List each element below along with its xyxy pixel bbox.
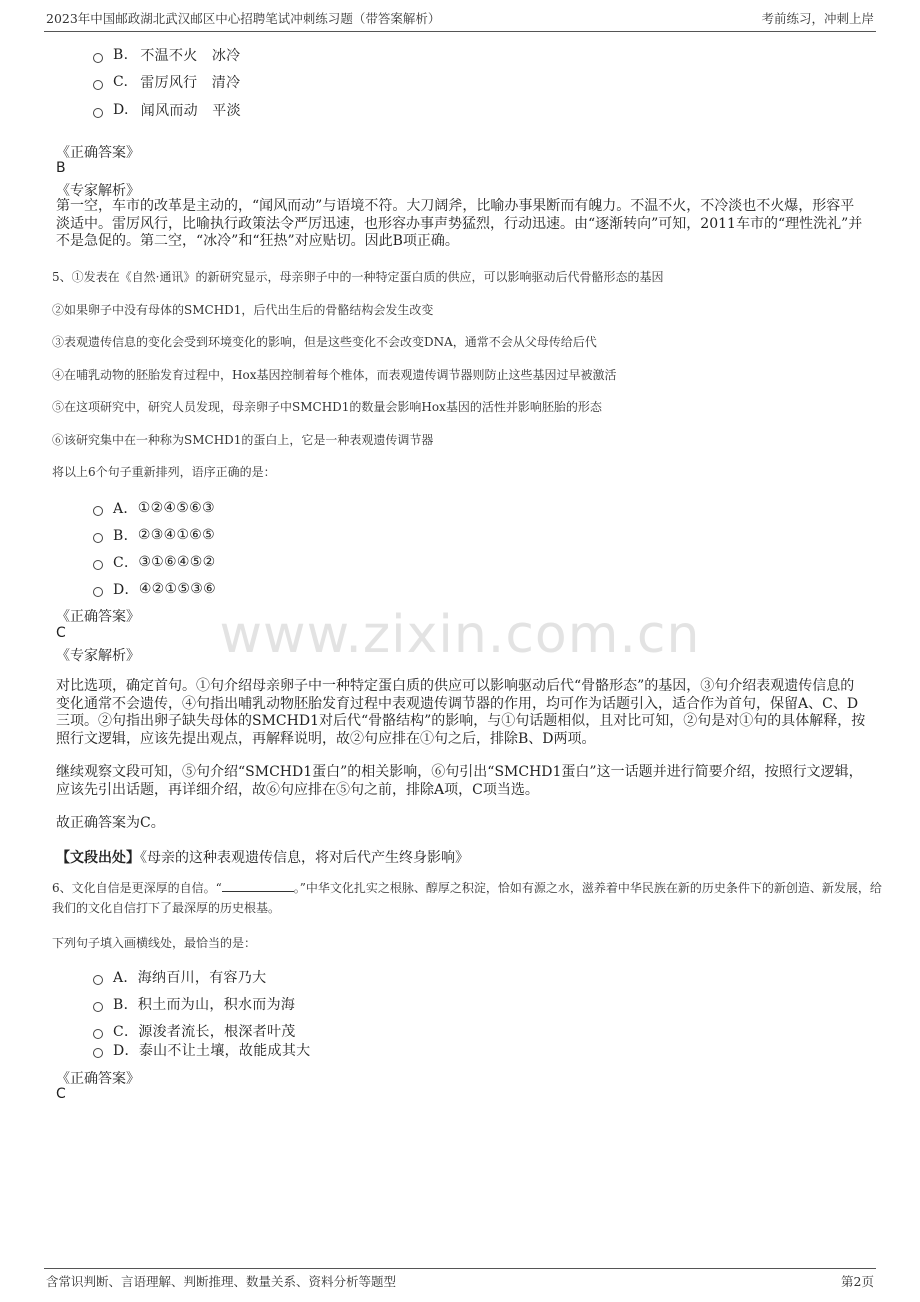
q6-stem (52, 878, 882, 918)
q5-option-b[interactable] (93, 525, 215, 545)
q5-analysis-heading: 《专家解析》 (56, 648, 140, 664)
q5-prompt: 将以上6个句子重新排列，语序正确的是： (52, 465, 276, 479)
radio-icon[interactable] (93, 1048, 103, 1058)
option-label: C． (113, 555, 139, 571)
option-text: ①②④⑤⑥③ (137, 500, 215, 516)
radio-icon[interactable] (93, 587, 103, 597)
q6-option-d[interactable] (93, 1040, 310, 1060)
q5-sentence-4: ④在哺乳动物的胚胎发育过程中，Hox基因控制着每个椎体，而表观遗传调节器则防止这些基因过早被激活 (52, 368, 617, 382)
q6-answer-heading: 《正确答案》 (56, 1071, 140, 1087)
option-text: 源浚者流长，根深者叶茂 (138, 1024, 296, 1040)
q6-option-a[interactable] (93, 967, 266, 987)
option-text: 雷厉风行 清冷 (140, 75, 241, 91)
q3-answer-heading: 《正确答案》 (56, 145, 140, 161)
q3-analysis-heading: 《专家解析》 (56, 183, 140, 199)
radio-icon[interactable] (93, 108, 103, 118)
q5-sentence-3: ③表观遗传信息的变化会受到环境变化的影响，但是这些变化不会改变DNA，通常不会从父母传给后代 (52, 335, 597, 349)
radio-icon[interactable] (93, 53, 103, 63)
radio-icon[interactable] (93, 1029, 103, 1039)
q5-answer: C (56, 625, 66, 641)
q3-option-d[interactable] (93, 100, 241, 120)
header-slogan: 考前练习，冲刺上岸 (761, 11, 874, 26)
source-text: 《母亲的这种表观遗传信息，将对后代产生终身影响》 (140, 850, 469, 866)
q5-option-c[interactable] (93, 552, 215, 572)
footer-divider (44, 1268, 876, 1269)
radio-icon[interactable] (93, 533, 103, 543)
footer-description: 含常识判断、言语理解、判断推理、数量关系、资料分析等题型 (46, 1274, 397, 1289)
q5-analysis-paragraph-1: 对比选项，确定首句。①句介绍母亲卵子中一种特定蛋白质的供应可以影响驱动后代“骨骼形态”的基因，③句介绍表观遗传信息的变化通常不会遗传，④句指出哺乳动物胚胎发育过程中表观遗传调节器的作用，均可作为话题引入，适合作为首句，保留A、C、D三项。②句指出卵子缺失母体的SMCHD1对后代“骨骼结构”的影响，与①句话题相似，且对比可知，②句是对①句的具体解释，按照行文逻辑，应该先提出观点，再解释说明，故②句应排在①句之后，排除B、D两项。 (56, 678, 866, 747)
q5-option-a[interactable] (93, 498, 215, 518)
q6-stem-after: 。”中华文化扎实之根脉、醇厚之积淀，恰如有源之水，滋养着中华民族在新的历史条件下的新创造、新发展，给我们的文化自信打下了最深厚的历史根基。 (52, 881, 882, 915)
q6-prompt: 下列句子填入画横线处，最恰当的是： (52, 936, 257, 950)
q3-analysis: 第一空，车市的改革是主动的，“闻风而动”与语境不符。大刀阔斧，比喻办事果断而有魄力。不温不火，不冷淡也不火爆，形容平淡适中。雷厉风行，比喻执行政策法令严厉迅速，也形容办事声势猛烈，行动迅速。由“逐渐转向”可知，2011车市的“理性洗礼”并不是急促的。第二空，“冰冷”和“狂热”对应贴切。因此B项正确。 (56, 198, 863, 249)
page-number: 第2页 (841, 1274, 874, 1289)
header-divider (44, 31, 876, 32)
option-label: D. (113, 102, 129, 118)
radio-icon[interactable] (93, 80, 103, 90)
q5-analysis-paragraph-2: 继续观察文段可知，⑤句介绍“SMCHD1蛋白”的相关影响，⑥句引出“SMCHD1蛋白”这一话题并进行简要介绍，按照行文逻辑，应该先引出话题，再详细介绍，故⑥句应排在⑤句之前，排除A项，C项当选。 (56, 764, 863, 798)
option-label: B． (113, 528, 138, 544)
q6-answer: C (56, 1086, 66, 1102)
q5-sentence-2: ②如果卵子中没有母体的SMCHD1，后代出生后的骨骼结构会发生改变 (52, 303, 434, 317)
radio-icon[interactable] (93, 506, 103, 516)
q5-option-d[interactable] (93, 579, 216, 599)
option-text: ②③④①⑥⑤ (137, 527, 215, 543)
q5-sentence-6: ⑥该研究集中在一种称为SMCHD1的蛋白上，它是一种表观遗传调节器 (52, 433, 434, 447)
q5-source (56, 847, 469, 867)
option-label: C． (113, 1024, 139, 1040)
option-label: B. (113, 47, 129, 63)
q6-option-b[interactable] (93, 994, 295, 1014)
document-title: 2023年中国邮政湖北武汉邮区中心招聘笔试冲刺练习题（带答案解析） (46, 11, 441, 26)
option-label: A． (113, 970, 138, 986)
q5-analysis-paragraph-3: 故正确答案为C。 (56, 815, 165, 831)
option-text: ④②①⑤③⑥ (138, 581, 216, 597)
q5-sentence-5: ⑤在这项研究中，研究人员发现，母亲卵子中SMCHD1的数量会影响Hox基因的活性并影响胚胎的形态 (52, 400, 602, 414)
option-text: 闻风而动 平淡 (140, 103, 241, 119)
option-text: 海纳百川，有容乃大 (137, 970, 267, 986)
option-label: D． (113, 582, 139, 598)
q3-option-c[interactable] (93, 72, 240, 92)
fill-in-blank (222, 879, 294, 892)
option-label: D． (113, 1043, 139, 1059)
q6-stem-before: 6、文化自信是更深厚的自信。“ (52, 881, 222, 895)
option-text: 泰山不让土壤，故能成其大 (138, 1043, 311, 1059)
option-text: 不温不火 冰冷 (140, 48, 241, 64)
q6-option-c[interactable] (93, 1021, 296, 1041)
q3-option-b[interactable] (93, 45, 240, 65)
option-text: 积土而为山，积水而为海 (137, 997, 296, 1013)
watermark: www.zixin.com.cn (219, 605, 701, 665)
radio-icon[interactable] (93, 560, 103, 570)
q5-sentence-1: 5、①发表在《自然·通讯》的新研究显示，母亲卵子中的一种特定蛋白质的供应，可以影响驱动后代骨骼形态的基因 (52, 270, 664, 284)
radio-icon[interactable] (93, 975, 103, 985)
q3-answer: B (56, 160, 66, 176)
source-label: 【文段出处】 (56, 850, 140, 866)
radio-icon[interactable] (93, 1002, 103, 1012)
option-text: ③①⑥④⑤② (138, 554, 216, 570)
option-label: C. (113, 74, 129, 90)
option-label: A． (113, 501, 138, 517)
option-label: B． (113, 997, 138, 1013)
q5-answer-heading: 《正确答案》 (56, 609, 140, 625)
